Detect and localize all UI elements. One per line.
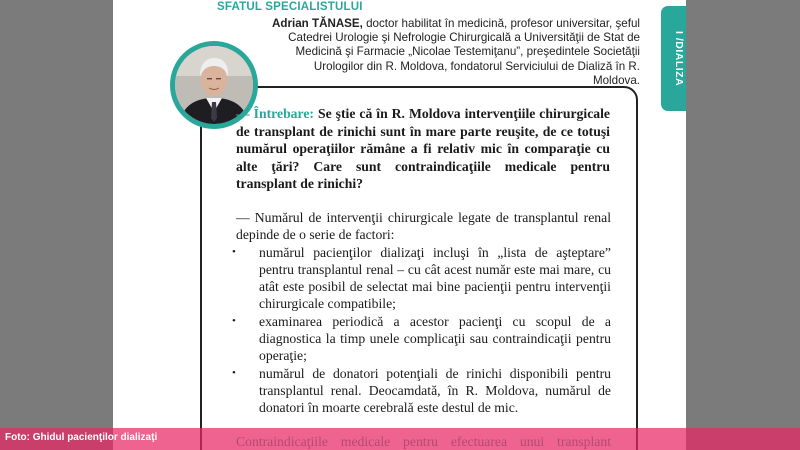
article-page [113, 0, 686, 450]
interview-answer [236, 209, 611, 417]
doctor-bio [268, 17, 640, 88]
question-label: — Întrebare: [236, 106, 314, 121]
section-title: SFATUL SPECIALISTULUI [217, 1, 363, 13]
factor-item: • examinarea periodică a acestor pacienţi cu scopul de a diagnostica la timp unele complicaţii sau contraindicaţii pentru operaţie; [236, 313, 611, 365]
factor-list [236, 244, 611, 417]
interview-question [236, 105, 610, 193]
factor-item: • numărul de donatori potenţiali de rinichi disponibili pentru transplantul renal. Deocamdată, în R. Moldova, numărul de donatori în moarte cerebrală este destul de mic. [236, 365, 611, 417]
chapter-tab-label: I /DIALIZA [673, 30, 685, 87]
doctor-name: Adrian TĂNASE, [272, 17, 363, 30]
answer-intro: — Numărul de intervenţii chirurgicale legate de transplantul renal depinde de o serie de factori: [236, 210, 611, 243]
chapter-tab-label-wrap [661, 6, 686, 111]
photo-caption: Foto: Ghidul pacienţilor dializaţi [5, 432, 158, 443]
factor-item: • numărul pacienţilor dializaţi incluşi în „lista de aşteptare” pentru transplantul renal – cu cât acest număr este mai mare, cu atât este posibil de selectat mai bine pacienţii pentru intervenţii chirurgicale compatibile; [236, 244, 611, 313]
question-text: Se ştie că în R. Moldova intervenţiile chirurgicale de transplant de rinichi sunt în mare parte reuşite, de ce totuşi numărul operaţiilor rămâne a fi relativ mic în comparaţie cu alte ţări? Care sunt contraindicaţiile medicale pentru transplant de rinichi? [236, 106, 610, 191]
doctor-bio-text: doctor habilitat în medicină, profesor universitar, şeful Catedrei Urologie şi Nefrologie Chirurgicală a Universităţii de Stat de Medicină şi Farmacie „Nicolae Testemiţanu”, preşedintele Societăţii Urologilor din R. Moldova, fondatorul Serviciului de Dializă în R. Moldova. [288, 17, 640, 87]
